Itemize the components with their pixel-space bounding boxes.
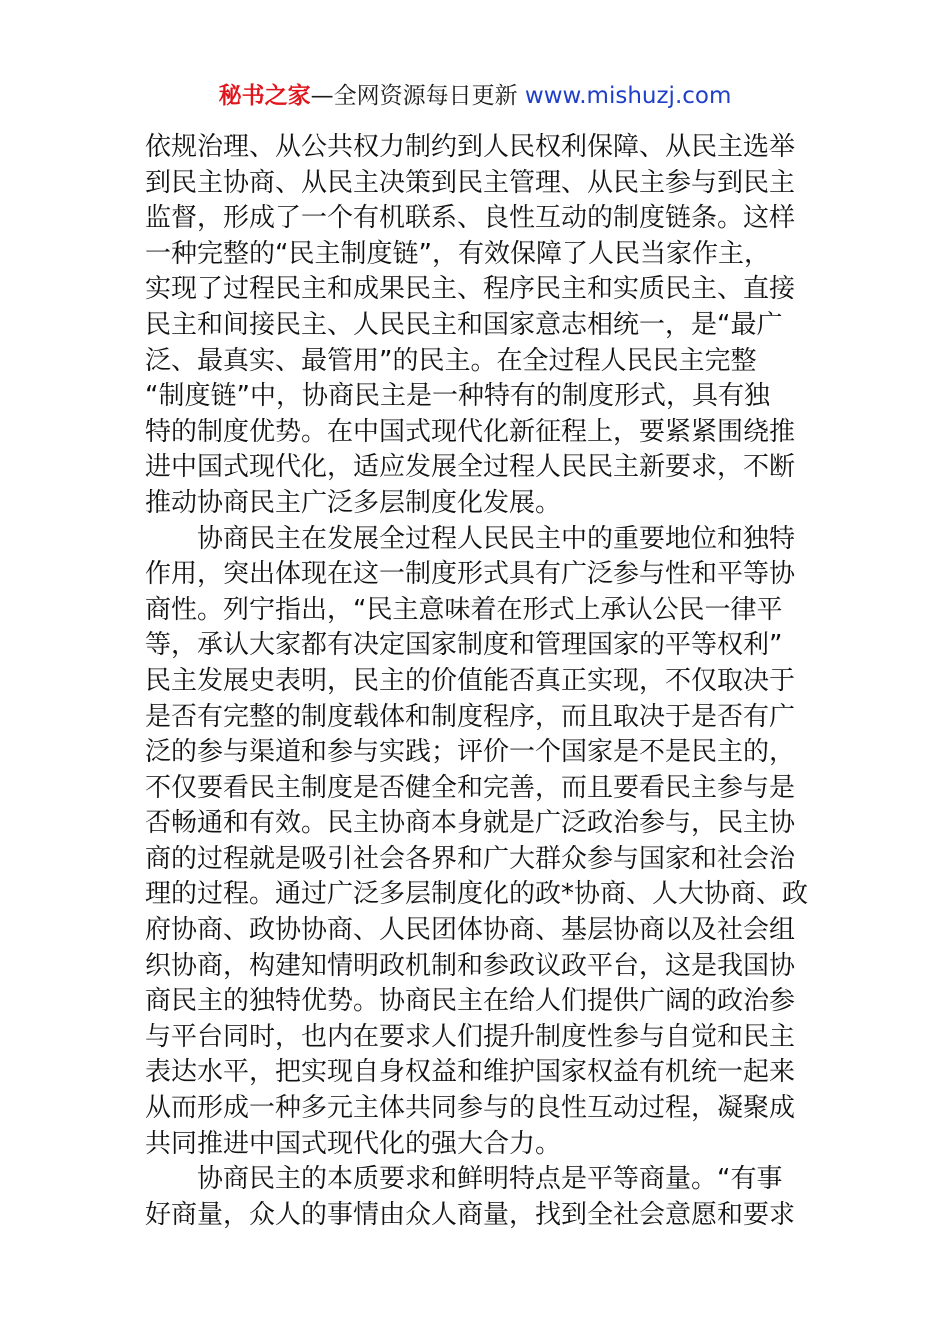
text-line: 一种完整的“民主制度链”，有效保障了人民当家作主， [145, 238, 770, 269]
text-line: 实现了过程民主和成果民主、程序民主和实质民主、直接 [145, 274, 796, 305]
text-line: “制度链”中，协商民主是一种特有的制度形式，具有独 [145, 381, 770, 412]
text-line: 从而形成一种多元主体共同参与的良性互动过程，凝聚成 [145, 1093, 796, 1124]
text-line: 民主和间接民主、人民民主和国家意志相统一，是“最广 [145, 309, 783, 340]
document-body [145, 130, 815, 1233]
text-line: 监督，形成了一个有机联系、良性互动的制度链条。这样 [145, 203, 796, 234]
text-line: 等，承认大家都有决定国家制度和管理国家的平等权利” [145, 630, 783, 661]
paragraph-start-line: 协商民主在发展全过程人民民主中的重要地位和独特 [197, 523, 796, 554]
text-line: 依规治理、从公共权力制约到人民权利保障、从民主选举 [145, 132, 796, 162]
text-line: 商民主的独特优势。协商民主在给人们提供广阔的政治参 [145, 986, 796, 1017]
text-line: 民主发展史表明，民主的价值能否真正实现，不仅取决于 [145, 665, 796, 696]
text-line: 推动协商民主广泛多层制度化发展。 [145, 487, 562, 518]
site-tagline: —全网资源每日更新 [310, 83, 525, 109]
paragraph-start-line: 协商民主的本质要求和鲜明特点是平等商量。“有事 [197, 1164, 783, 1195]
text-line: 泛、最真实、最管用”的民主。在全过程人民民主完整 [145, 345, 757, 376]
text-line: 好商量，众人的事情由众人商量，找到全社会意愿和要求 [145, 1199, 796, 1230]
text-line: 理的过程。通过广泛多层制度化的政*协商、人大协商、政 [145, 879, 809, 910]
text-line: 府协商、政协协商、人民团体协商、基层协商以及社会组 [145, 915, 796, 946]
text-line: 共同推进中国式现代化的强大合力。 [145, 1128, 562, 1159]
text-line: 织协商，构建知情明政机制和参政议政平台，这是我国协 [145, 950, 796, 981]
text-line: 否畅通和有效。民主协商本身就是广泛政治参与，民主协 [145, 808, 796, 839]
text-line: 泛的参与渠道和参与实践；评价一个国家是不是民主的， [145, 737, 796, 768]
text-line: 表达水平，把实现自身权益和维护国家权益有机统一起来 [145, 1057, 796, 1088]
site-url-link[interactable]: www.mishuzj.com [524, 83, 732, 109]
text-line: 与平台同时，也内在要求人们提升制度性参与自觉和民主 [145, 1021, 796, 1052]
site-header [0, 80, 950, 112]
text-line: 商的过程就是吸引社会各界和广大群众参与国家和社会治 [145, 843, 796, 874]
text-line: 到民主协商、从民主决策到民主管理、从民主参与到民主 [145, 167, 796, 198]
text-line: 作用，突出体现在这一制度形式具有广泛参与性和平等协 [145, 559, 796, 590]
text-line: 不仅要看民主制度是否健全和完善，而且要看民主参与是 [145, 772, 796, 803]
site-brand: 秘书之家 [218, 83, 311, 109]
text-line: 是否有完整的制度载体和制度程序，而且取决于是否有广 [145, 701, 796, 732]
text-line: 特的制度优势。在中国式现代化新征程上，要紧紧围绕推 [145, 416, 796, 447]
text-line: 进中国式现代化，适应发展全过程人民民主新要求，不断 [145, 452, 796, 483]
text-line: 商性。列宁指出，“民主意味着在形式上承认公民一律平 [145, 594, 783, 625]
